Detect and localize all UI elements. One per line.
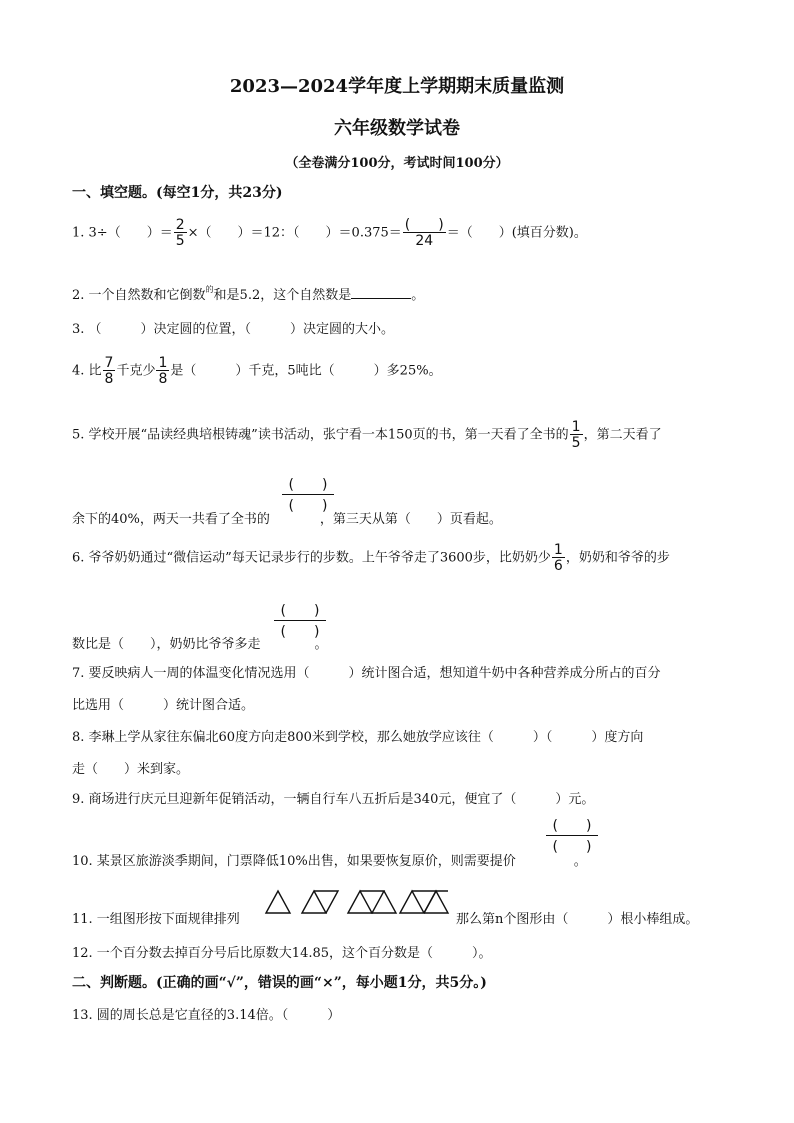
q5-blank-fraction	[282, 474, 334, 515]
q4-fraction-1	[103, 356, 116, 386]
q5-p-num: ( )	[288, 477, 328, 493]
q4-part-a: 4. 比	[72, 363, 102, 379]
q5-p-den: ( )	[282, 494, 334, 515]
q1-part-a: 1. 3÷（ ）＝	[72, 225, 173, 241]
q2-part-a: 2. 一个自然数和它倒数	[72, 288, 206, 303]
question-7-line-2: 比选用（ ）统计图合适。	[72, 698, 255, 713]
q6-line-1-end: ，奶奶和爷爷的步	[565, 550, 670, 566]
q4-f2-den: 8	[158, 371, 168, 387]
q6-p-num: ( )	[280, 603, 320, 619]
q2-sup: 的	[205, 285, 214, 294]
q1-pfrac-den: 24	[403, 232, 446, 248]
page-title: 2023—2024学年度上学期期末质量监测	[229, 76, 565, 97]
section-fill-blank: 一、填空题。(每空1分，共23分)	[72, 185, 283, 201]
q5-line-2-a: 余下的40%，两天一共看了全书的	[72, 512, 270, 527]
q1-frac-den: 5	[175, 233, 185, 249]
question-12: 12. 一个百分数去掉百分号后比原数大14.85，这个百分数是（ ）。	[72, 946, 492, 961]
q4-f1-den: 8	[104, 371, 114, 387]
exam-note: （全卷满分100分，考试时间100分）	[285, 156, 509, 171]
question-13: 13. 圆的周长总是它直径的3.14倍。（ ）	[72, 1008, 341, 1023]
question-11-part-b: 那么第n个图形由（ ）根小棒组成。	[456, 912, 699, 927]
q10-p-num: ( )	[552, 818, 592, 834]
question-3: 3. （ ）决定圆的位置，（ ）决定圆的大小。	[72, 322, 395, 337]
q6-p-den: ( )	[274, 620, 326, 641]
q5-line-1-end: ，第二天看了	[583, 427, 662, 443]
question-10	[72, 850, 587, 869]
q4-fraction-2	[156, 356, 169, 386]
q4-f1-num: 7	[104, 355, 114, 371]
q1-pfrac-num: ( )	[404, 217, 444, 233]
q5-line-2-b: ，第三天从第（ ）页看起。	[319, 512, 502, 527]
section-true-false: 二、判断题。(正确的画“√”，错误的画“×”，每小题1分，共5分。)	[72, 975, 487, 991]
figure-1	[266, 891, 290, 913]
question-6-line-1	[72, 543, 670, 573]
q6-f-den: 6	[553, 558, 563, 574]
question-8-line-1: 8. 李琳上学从家往东偏北60度方向走800米到学校，那么她放学应该往（ ）（ ）度方向	[72, 730, 644, 745]
q1-part-c: ＝（ ）(填百分数)。	[446, 225, 587, 241]
q10-part-b: 。	[573, 854, 587, 869]
question-4	[72, 356, 442, 386]
q5-f-den: 5	[571, 435, 581, 451]
question-2	[72, 284, 424, 303]
question-1	[72, 218, 587, 248]
q4-f2-num: 1	[158, 355, 168, 371]
q1-fraction	[174, 218, 187, 248]
q2-answer-line[interactable]	[351, 298, 411, 299]
q1-part-b: ×（ ）＝12：（ ）＝0.375＝	[187, 225, 402, 241]
q6-f-num: 1	[553, 542, 563, 558]
q6-line-1-text: 6. 爷爷奶奶通过“微信运动”每天记录步行的步数。上午爷爷走了3600步，比奶奶少	[72, 550, 551, 566]
q6-line-2-b: 。	[314, 637, 328, 652]
triangle-pattern-figure	[262, 885, 452, 917]
q6-blank-fraction	[274, 600, 326, 641]
q5-line-1-text: 5. 学校开展“品读经典培根铸魂”读书活动，张宁看一本150页的书，第一天看了全书的	[72, 427, 569, 443]
question-9: 9. 商场进行庆元旦迎新年促销活动，一辆自行车八五折后是340元，便宜了（ ）元。	[72, 792, 595, 807]
q10-blank-fraction	[546, 815, 598, 856]
q1-frac-num: 2	[175, 217, 185, 233]
q2-part-c: 。	[411, 288, 425, 303]
q2-part-b: 和是5.2，这个自然数是	[213, 288, 352, 303]
q6-fraction	[552, 543, 565, 573]
q6-line-2-a: 数比是（ ），奶奶比爷爷多走	[72, 637, 261, 652]
q4-part-b: 千克少	[116, 363, 156, 379]
question-7-line-1: 7. 要反映病人一周的体温变化情况选用（ ）统计图合适，想知道牛奶中各种营养成分所占的百分	[72, 666, 661, 681]
figure-4	[400, 891, 448, 913]
q10-p-den: ( )	[546, 835, 598, 856]
figure-2	[302, 891, 338, 913]
figure-3	[348, 891, 396, 913]
q4-part-c: 是（ ）千克，5吨比（ ）多25%。	[170, 363, 442, 379]
question-5-line-1	[72, 420, 662, 450]
q10-part-a: 10. 某景区旅游淡季期间，门票降低10%出售，如果要恢复原价，则需要提价	[72, 854, 516, 869]
q5-f-num: 1	[571, 419, 581, 435]
question-11-part-a: 11. 一组图形按下面规律排列	[72, 912, 240, 927]
q1-blank-fraction	[403, 218, 446, 248]
page-subtitle: 六年级数学试卷	[334, 118, 460, 139]
q5-fraction	[570, 420, 583, 450]
question-8-line-2: 走（ ）米到家。	[72, 762, 190, 777]
